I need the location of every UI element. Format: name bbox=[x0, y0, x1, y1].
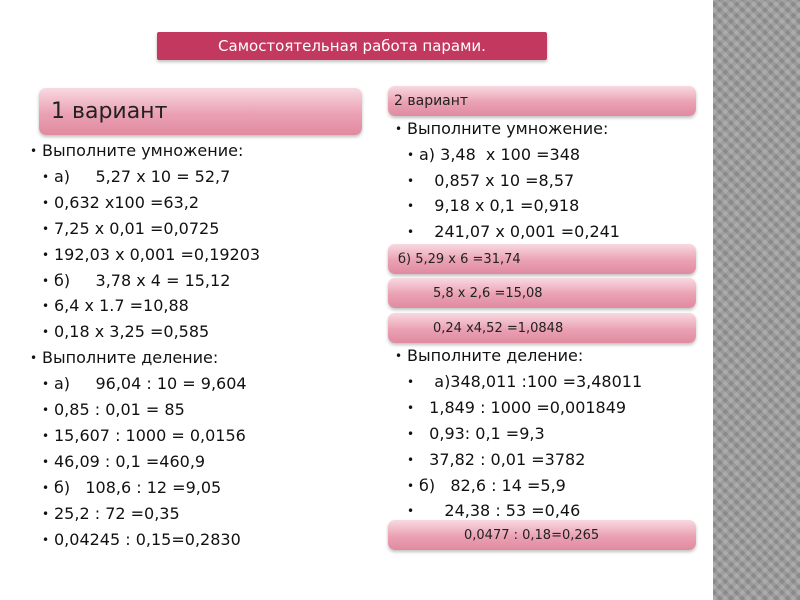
list-item-text: 0,93: 0,1 =9,3 bbox=[419, 423, 545, 443]
bullet-icon: • bbox=[395, 349, 403, 363]
bullet-icon: • bbox=[407, 504, 415, 519]
bullet-icon: • bbox=[42, 506, 50, 521]
bullet-icon: • bbox=[30, 351, 38, 366]
list-item-text: 241,07 х 0,001 =0,241 bbox=[419, 222, 620, 242]
bullet-icon: • bbox=[407, 374, 415, 389]
bullet-icon: • bbox=[407, 400, 415, 415]
list-item-text: 0,857 х 10 =8,57 bbox=[419, 170, 575, 190]
bullet-icon: • bbox=[407, 225, 415, 240]
list-item-text: 9,18 х 0,1 =0,918 bbox=[419, 196, 580, 216]
list-item-text: 24,38 : 53 =0,46 bbox=[419, 501, 581, 521]
variant2-highlight-last: 0,0477 : 0,18=0,265 bbox=[388, 520, 696, 550]
bullet-icon: • bbox=[42, 299, 50, 314]
list-item-text: 37,82 : 0,01 =3782 bbox=[419, 449, 586, 469]
list-item-text: б) 108,6 : 12 =9,05 bbox=[54, 477, 222, 497]
bullet-icon: • bbox=[42, 428, 50, 443]
variant2-highlight-b2: 5,8 х 2,6 =15,08 bbox=[388, 278, 696, 308]
bullet-icon: • bbox=[407, 478, 415, 493]
list-item-text: 192,03 х 0,001 =0,19203 bbox=[54, 244, 261, 264]
variant2-heading: 2 вариант bbox=[388, 86, 696, 116]
variant1-heading: 1 вариант bbox=[39, 88, 362, 135]
list-item-text: 1,849 : 1000 =0,001849 bbox=[419, 397, 627, 417]
bullet-icon: • bbox=[42, 454, 50, 469]
bullet-icon: • bbox=[30, 144, 38, 158]
bullet-icon: • bbox=[42, 169, 50, 184]
list-item-text: 46,09 : 0,1 =460,9 bbox=[54, 451, 206, 471]
bullet-icon: • bbox=[42, 273, 50, 288]
bullet-icon: • bbox=[42, 377, 50, 392]
list-item-text: а)348,011 :100 =3,48011 bbox=[419, 371, 643, 391]
variant2-highlight-b1: б) 5,29 х 6 =31,74 bbox=[388, 244, 696, 274]
bullet-icon: • bbox=[42, 480, 50, 495]
list-item-text: 0,04245 : 0,15=0,2830 bbox=[54, 529, 241, 549]
list-item-text: а) 3,48 х 100 =348 bbox=[419, 144, 581, 164]
list-item-text: 25,2 : 72 =0,35 bbox=[54, 503, 180, 523]
bullet-icon: • bbox=[407, 199, 415, 214]
list-item-text: б) 3,78 х 4 = 15,12 bbox=[54, 270, 231, 290]
bullet-icon: • bbox=[407, 173, 415, 188]
list-item-text: 0,632 х100 =63,2 bbox=[54, 192, 200, 212]
decorative-side-stripe bbox=[713, 0, 800, 600]
list-item-text: Выполните деление: bbox=[407, 346, 584, 365]
list-item-text: б) 82,6 : 14 =5,9 bbox=[419, 475, 566, 495]
title-banner: Самостоятельная работа парами. bbox=[157, 32, 547, 60]
bullet-icon: • bbox=[42, 532, 50, 547]
variant2-highlight-b3: 0,24 х4,52 =1,0848 bbox=[388, 313, 696, 343]
list-item-text: 0,18 х 3,25 =0,585 bbox=[54, 322, 210, 342]
bullet-icon: • bbox=[42, 403, 50, 417]
list-item-text: Выполните умножение: bbox=[42, 141, 244, 160]
list-item-text: 0,85 : 0,01 = 85 bbox=[54, 400, 185, 419]
bullet-icon: • bbox=[42, 325, 50, 340]
list-item-text: Выполните деление: bbox=[42, 348, 219, 368]
list-item-text: 15,607 : 1000 = 0,0156 bbox=[54, 425, 246, 445]
bullet-icon: • bbox=[395, 122, 403, 136]
list-item-text: а) 96,04 : 10 = 9,604 bbox=[54, 374, 247, 394]
bullet-icon: • bbox=[42, 221, 50, 236]
bullet-icon: • bbox=[407, 147, 415, 162]
bullet-icon: • bbox=[42, 247, 50, 262]
bullet-icon: • bbox=[407, 452, 415, 467]
list-item-text: 7,25 х 0,01 =0,0725 bbox=[54, 218, 220, 238]
list-item-text: а) 5,27 х 10 = 52,7 bbox=[54, 166, 231, 186]
bullet-icon: • bbox=[407, 426, 415, 441]
list-item-text: Выполните умножение: bbox=[407, 119, 609, 138]
list-item-text: 6,4 х 1.7 =10,88 bbox=[54, 296, 189, 316]
bullet-icon: • bbox=[42, 195, 50, 210]
